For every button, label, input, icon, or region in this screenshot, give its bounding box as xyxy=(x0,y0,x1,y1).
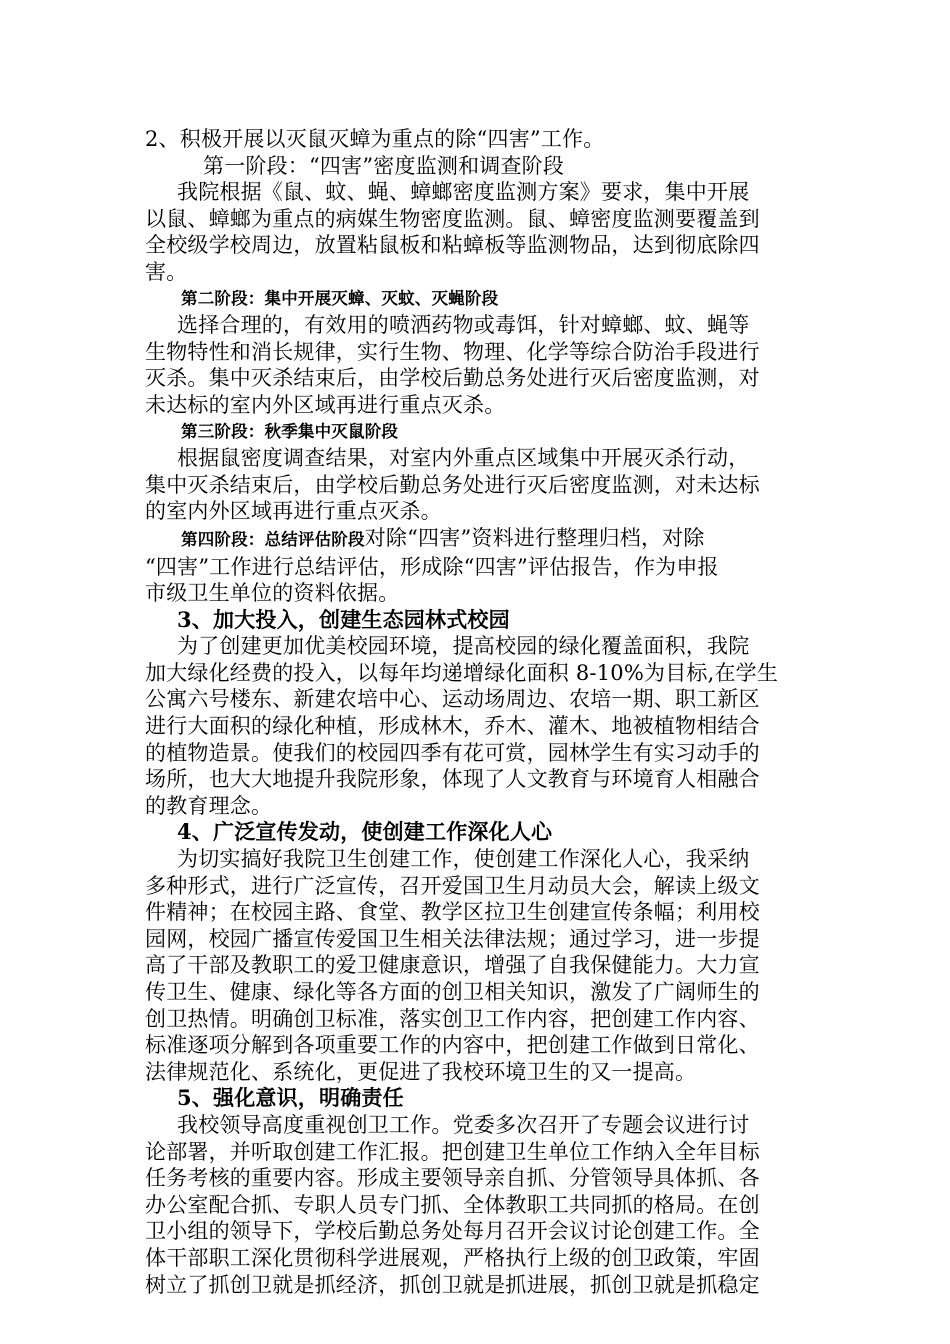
item4-line: 园网，校园广播宣传爱国卫生相关法律法规；通过学习，进一步提 xyxy=(145,926,760,951)
stage2-line: 灭杀。集中灭杀结束后，由学校后勤总务处进行灭后密度监测，对 xyxy=(145,366,760,391)
stage4-heading: 第四阶段：总结评估阶段 xyxy=(181,529,365,549)
stage3-line: 根据鼠密度调查结果，对室内外重点区域集中开展灭杀行动， xyxy=(177,446,750,471)
document-page xyxy=(145,126,805,1298)
item4-line: 创卫热情。明确创卫标准，落实创卫工作内容，把创建工作内容、 xyxy=(145,1006,760,1031)
item4-heading: 4、广泛宣传发动，使创建工作深化人心 xyxy=(177,819,553,845)
stage4-line: 市级卫生单位的资料依据。 xyxy=(145,581,400,606)
stage3-line: 的室内外区域再进行重点灭杀。 xyxy=(145,499,442,524)
stage1-line: 我院根据《鼠、蚊、蝇、蟑螂密度监测方案》要求，集中开展 xyxy=(177,180,750,205)
item3-line: 公寓六号楼东、新建农培中心、运动场周边、农培一期、职工新区 xyxy=(145,687,760,712)
item3-heading: 3、加大投入，创建生态园林式校园 xyxy=(177,606,510,632)
stage2-heading: 第二阶段：集中开展灭蟑、灭蚊、灭蝇阶段 xyxy=(181,288,499,308)
stage1-line: 以鼠、蟑螂为重点的病媒生物密度监测。鼠、蟑密度监测要覆盖到 xyxy=(145,206,760,231)
item3-line: 的教育理念。 xyxy=(145,793,273,818)
item4-line: 多种形式，进行广泛宣传，召开爱国卫生月动员大会，解读上级文 xyxy=(145,873,760,898)
item5-line: 任务考核的重要内容。形成主要领导亲自抓、分管领导具体抓、各 xyxy=(145,1166,760,1191)
stage2-line: 生物特性和消长规律，实行生物、物理、化学等综合防治手段进行 xyxy=(145,339,760,364)
stage4-line: “四害”工作进行总结评估，形成除“四害”评估报告，作为申报 xyxy=(145,554,719,579)
item4-line: 标准逐项分解到各项重要工作的内容中，把创建工作做到日常化、 xyxy=(145,1033,760,1058)
stage1-line: 害。 xyxy=(145,259,188,284)
stage1-heading: 第一阶段：“四害”密度监测和调查阶段 xyxy=(203,153,565,178)
item3-line: 加大绿化经费的投入，以每年均递增绿化面积 8-10%为目标,在学生 xyxy=(145,660,779,685)
item4-line: 法律规范化、系统化，更促进了我校环境卫生的又一提高。 xyxy=(145,1059,697,1084)
item4-line: 传卫生、健康、绿化等各方面的创卫相关知识，激发了广阔师生的 xyxy=(145,980,760,1004)
stage1-line: 全校级学校周边，放置粘鼠板和粘蟑板等监测物品，达到彻底除四 xyxy=(145,233,760,258)
stage2-line: 未达标的室内外区域再进行重点灭杀。 xyxy=(145,392,506,417)
item3-line: 进行大面积的绿化种植，形成林木，乔木、灌木、地被植物相结合 xyxy=(145,714,760,739)
stage2-line: 选择合理的，有效用的喷洒药物或毒饵，针对蟑螂、蚊、蝇等 xyxy=(177,313,750,338)
item5-line: 树立了抓创卫就是抓经济，抓创卫就是抓进展，抓创卫就是抓稳定 xyxy=(145,1272,760,1297)
stage4-first-line xyxy=(145,525,805,554)
item5-line: 论部署，并听取创建工作汇报。把创建卫生单位工作纳入全年目标 xyxy=(145,1139,760,1164)
item5-heading: 5、强化意识，明确责任 xyxy=(177,1085,404,1111)
item3-line: 场所，也大大地提升我院形象，体现了人文教育与环境育人相融合 xyxy=(145,767,760,792)
stage4-first-text: 对除“四害”资料进行整理归档，对除 xyxy=(364,525,705,550)
item5-line: 办公室配合抓、专职人员专门抓、全体教职工共同抓的格局。在创 xyxy=(145,1192,760,1217)
item5-line: 体干部职工深化贯彻科学进展观，严格执行上级的创卫政策，牢固 xyxy=(145,1245,760,1270)
stage3-line: 集中灭杀结束后，由学校后勤总务处进行灭后密度监测，对未达标 xyxy=(145,472,760,497)
item4-line: 高了干部及教职工的爱卫健康意识，增强了自我保健能力。大力宣 xyxy=(145,953,760,978)
item3-line: 的植物造景。使我们的校园四季有花可赏，园林学生有实习动手的 xyxy=(145,740,760,765)
item2-heading: 2、积极开展以灭鼠灭蟑为重点的除“四害”工作。 xyxy=(145,127,605,151)
item3-line: 为了创建更加优美校园环境，提高校园的绿化覆盖面积，我院 xyxy=(177,634,750,659)
stage3-heading: 第三阶段：秋季集中灭鼠阶段 xyxy=(181,421,399,441)
item5-line: 卫小组的领导下，学校后勤总务处每月召开会议讨论创建工作。全 xyxy=(145,1219,760,1244)
item4-line: 件精神；在校园主路、食堂、教学区拉卫生创建宣传条幅；利用校 xyxy=(145,900,760,925)
item5-line: 我校领导高度重视创卫工作。党委多次召开了专题会议进行讨 xyxy=(177,1112,750,1137)
item4-line: 为切实搞好我院卫生创建工作，使创建工作深化人心，我采纳 xyxy=(177,847,750,872)
